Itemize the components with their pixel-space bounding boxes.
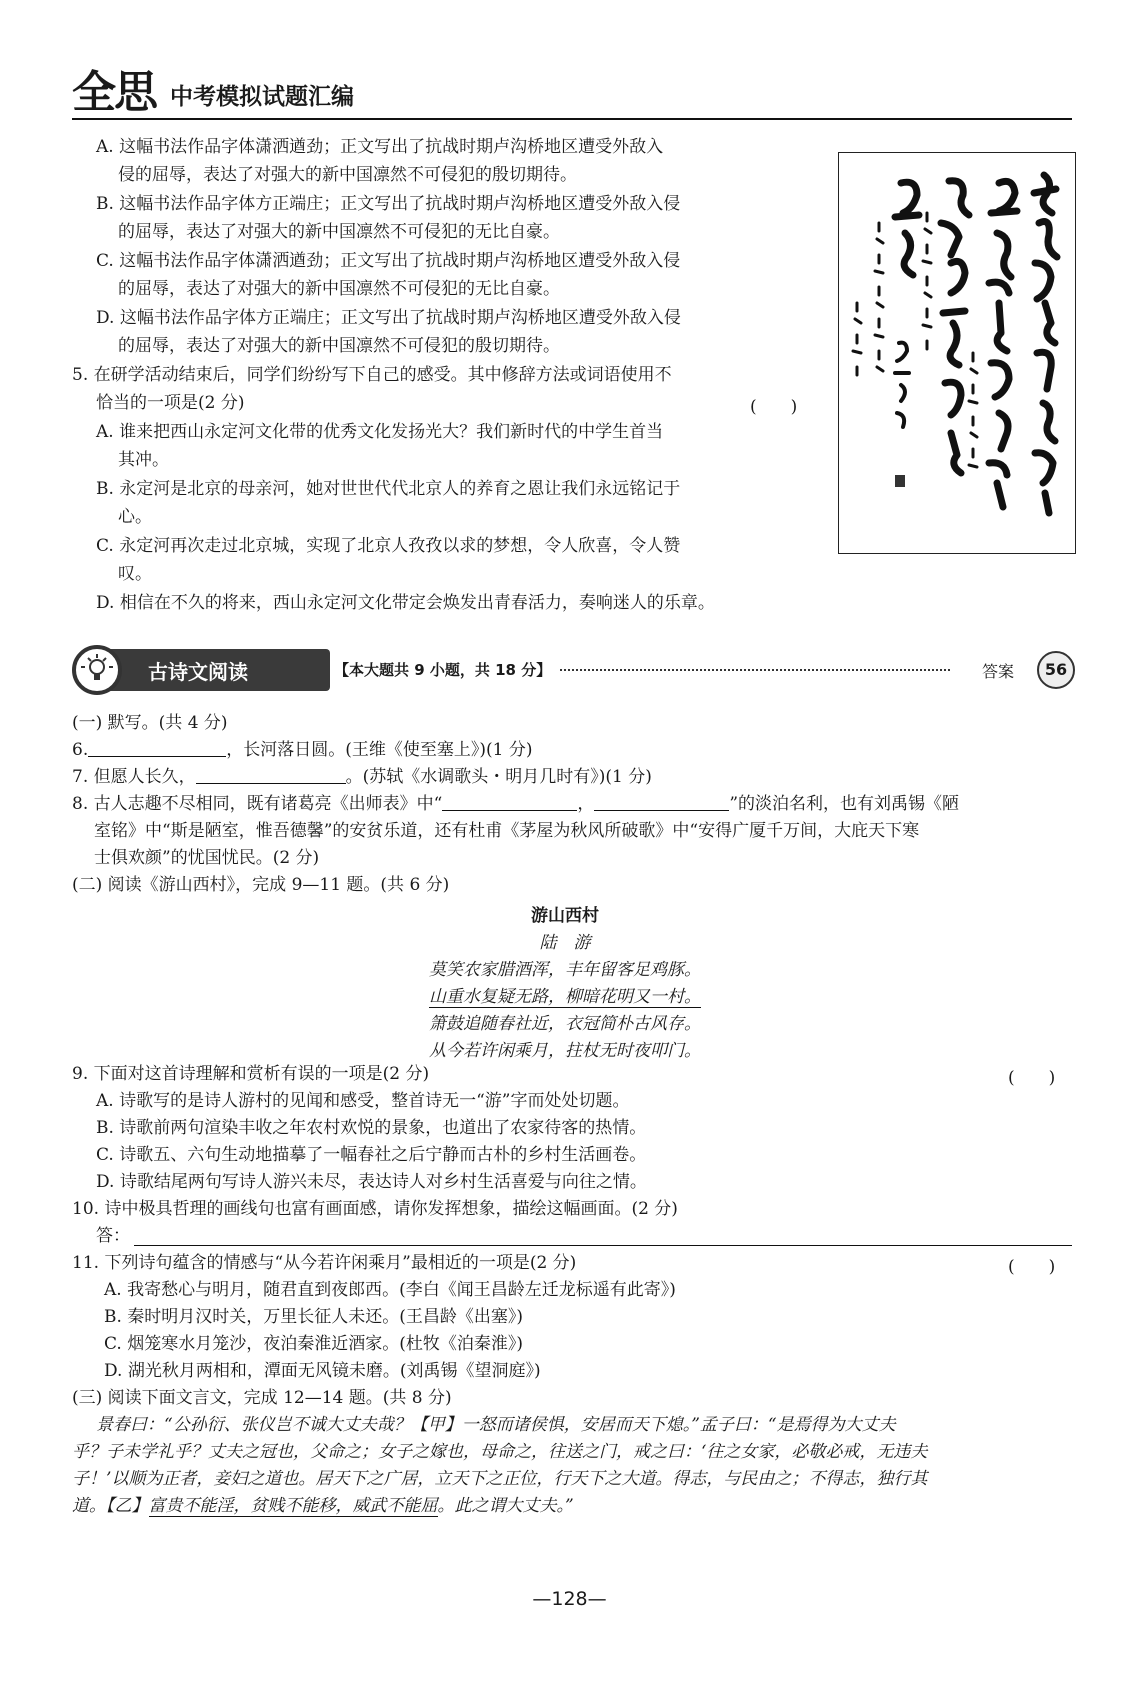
q10-answer-label: 答： <box>96 1226 130 1246</box>
q7-text: 。(苏轼《水调歌头・明月几时有》)(1 分) <box>345 767 652 787</box>
q10-stem: 10. 诗中极具哲理的画线句也富有画面感，请你发挥想象，描绘这幅画面。(2 分) <box>72 1199 678 1219</box>
q11-option-b: B. 秦时明月汉时关，万里长征人未还。(王昌龄《出塞》) <box>104 1307 524 1327</box>
part1-title: (一) 默写。(共 4 分) <box>72 713 228 733</box>
q11-option-c: C. 烟笼寒水月笼沙，夜泊秦淮近酒家。(杜牧《泊秦淮》) <box>104 1334 523 1354</box>
part3-title: (三) 阅读下面文言文，完成 12—14 题。(共 8 分) <box>72 1388 452 1408</box>
q4-option-a-line1: A. 这幅书法作品字体潇洒遒劲；正文写出了抗战时期卢沟桥地区遭受外敌入 <box>96 137 664 157</box>
q9-stem: 9. 下面对这首诗理解和赏析有误的一项是(2 分) <box>72 1064 430 1084</box>
q8-line3: 士俱欢颜”的忧国忧民。(2 分) <box>94 848 320 868</box>
q9-option-c: C. 诗歌五、六句生动地描摹了一幅春社之后宁静而古朴的乡村生活画卷。 <box>96 1145 647 1165</box>
classical-text-line1: 景春曰：“公孙衍、张仪岂不诚大丈夫哉？【甲】一怒而诸侯惧，安居而天下熄。”孟子曰：“是焉得为大丈夫 <box>96 1415 896 1435</box>
classical-text-line4 <box>72 1495 574 1517</box>
q5-option-c-line2: 叹。 <box>118 564 152 584</box>
q5-answer-paren: ( ) <box>750 397 798 417</box>
poem-line-2-underlined: 山重水复疑无路，柳暗花明又一村。 <box>429 982 701 1008</box>
q7-blank <box>196 767 346 784</box>
q7-text-pre: 7. 但愿人长久， <box>72 767 196 787</box>
answer-page-badge: 56 <box>1037 651 1075 689</box>
q5-option-b-line2: 心。 <box>118 507 152 527</box>
q8-line1 <box>72 793 959 815</box>
classical-text-underlined: 富贵不能淫，贫贱不能移，威武不能屈 <box>148 1496 438 1516</box>
q9-option-a: A. 诗歌写的是诗人游村的见闻和感受，整首诗无一“游”字而处处切题。 <box>96 1091 630 1111</box>
q5-option-c-line1: C. 永定河再次走过北京城，实现了北京人孜孜以求的梦想，令人欣喜，令人赞 <box>96 536 681 556</box>
poem-line-4: 从今若许闲乘月，拄杖无时夜叩门。 <box>429 1041 701 1061</box>
q8-blank-1 <box>442 794 577 811</box>
calligraphy-brush-strokes <box>839 153 1075 553</box>
q9-option-d: D. 诗歌结尾两句写诗人游兴未尽，表达诗人对乡村生活喜爱与向往之情。 <box>96 1172 647 1192</box>
q11-answer-paren: ( ) <box>1008 1257 1056 1277</box>
q8-blank-2 <box>594 794 729 811</box>
classical-text-line4-c: 。此之谓大丈夫。” <box>437 1496 574 1516</box>
seal-stamp <box>895 475 905 487</box>
poem-line-3: 箫鼓追随春社近，衣冠简朴古风存。 <box>429 1014 701 1034</box>
q11-option-d: D. 湖光秋月两相和，潭面无风镜未磨。(刘禹锡《望洞庭》) <box>104 1361 541 1381</box>
q4-option-c-line2: 的屈辱，表达了对强大的新中国凛然不可侵犯的无比自豪。 <box>118 279 560 299</box>
q8-line2: 室铭》中“斯是陋室，惟吾德馨”的安贫乐道，还有杜甫《茅屋为秋风所破歌》中“安得广厦千万间，大庇天下寒 <box>94 821 920 841</box>
q4-option-a-line2: 侵的屈辱，表达了对强大的新中国凛然不可侵犯的殷切期待。 <box>118 165 577 185</box>
calligraphy-artwork <box>838 152 1076 554</box>
header-subtitle: 中考模拟试题汇编 <box>170 84 354 110</box>
q6-blank <box>88 740 226 757</box>
q8-text-a: 8. 古人志趣不尽相同，既有诸葛亮《出师表》中“ <box>72 794 443 814</box>
q11-stem: 11. 下列诗句蕴含的情感与“从今若许闲乘月”最相近的一项是(2 分) <box>72 1253 577 1273</box>
classical-text-line3: 子！’以顺为正者，妾妇之道也。居天下之广居，立天下之正位，行天下之大道。得志，与民由之；不得志，独行其 <box>72 1469 928 1489</box>
part2-title: (二) 阅读《游山西村》，完成 9—11 题。(共 6 分) <box>72 875 450 895</box>
q10-answer-line[interactable] <box>134 1245 1072 1246</box>
q9-option-b: B. 诗歌前两句渲染丰收之年农村欢悦的景象，也道出了农家待客的热情。 <box>96 1118 647 1138</box>
q4-option-b-line2: 的屈辱，表达了对强大的新中国凛然不可侵犯的无比自豪。 <box>118 222 560 242</box>
page-number: —128— <box>532 1588 607 1610</box>
q5-stem-line1: 5. 在研学活动结束后，同学们纷纷写下自己的感受。其中修辞方法或词语使用不 <box>72 365 672 385</box>
section-banner <box>72 643 1082 699</box>
section-info: 【本大题共 9 小题，共 18 分】 <box>334 661 552 679</box>
q8-text-b: ， <box>577 794 595 814</box>
q5-option-a-line2: 其冲。 <box>118 450 169 470</box>
q7 <box>72 766 652 788</box>
q5-option-a-line1: A. 谁来把西山永定河文化带的优秀文化发扬光大？我们新时代的中学生首当 <box>96 422 664 442</box>
q4-option-b-line1: B. 这幅书法作品字体方正端庄；正文写出了抗战时期卢沟桥地区遭受外敌入侵 <box>96 194 681 214</box>
lightbulb-icon <box>72 645 122 695</box>
q9-answer-paren: ( ) <box>1008 1068 1056 1088</box>
poem-author: 陆 游 <box>539 933 591 953</box>
q5-option-b-line1: B. 永定河是北京的母亲河，她对世世代代北京人的养育之恩让我们永远铭记于 <box>96 479 681 499</box>
q5-option-d: D. 相信在不久的将来，西山永定河文化带定会焕发出青春活力，奏响迷人的乐章。 <box>96 593 715 613</box>
q6-text: ，长河落日圆。(王维《使至塞上》)(1 分) <box>226 740 533 760</box>
leader-dots <box>560 669 950 671</box>
q5-stem-line2: 恰当的一项是(2 分) <box>96 393 245 413</box>
classical-text-line4-a: 道。【乙】 <box>72 1496 149 1516</box>
poem-line-1: 莫笑农家腊酒浑，丰年留客足鸡豚。 <box>429 960 701 980</box>
q11-option-a: A. 我寄愁心与明月，随君直到夜郎西。(李白《闻王昌龄左迁龙标遥有此寄》) <box>104 1280 676 1300</box>
section-title: 古诗文阅读 <box>148 660 248 684</box>
q6-number: 6. <box>72 740 89 760</box>
header-brand: 全思 <box>72 67 156 118</box>
q4-option-c-line1: C. 这幅书法作品字体潇洒遒劲；正文写出了抗战时期卢沟桥地区遭受外敌入侵 <box>96 251 681 271</box>
q4-option-d-line1: D. 这幅书法作品字体方正端庄；正文写出了抗战时期卢沟桥地区遭受外敌入侵 <box>96 308 681 328</box>
classical-text-line2: 乎？子未学礼乎？丈夫之冠也，父命之；女子之嫁也，母命之，往送之门，戒之曰：‘往之女家，必敬必戒，无违夫 <box>72 1442 928 1462</box>
q6 <box>72 739 532 761</box>
poem-title: 游山西村 <box>531 906 599 926</box>
q8-text-c: ”的淡泊名利，也有刘禹锡《陋 <box>729 794 960 814</box>
page-header <box>72 56 1072 120</box>
q4-option-d-line2: 的屈辱，表达了对强大的新中国凛然不可侵犯的殷切期待。 <box>118 336 560 356</box>
answer-label: 答案 <box>982 662 1015 681</box>
